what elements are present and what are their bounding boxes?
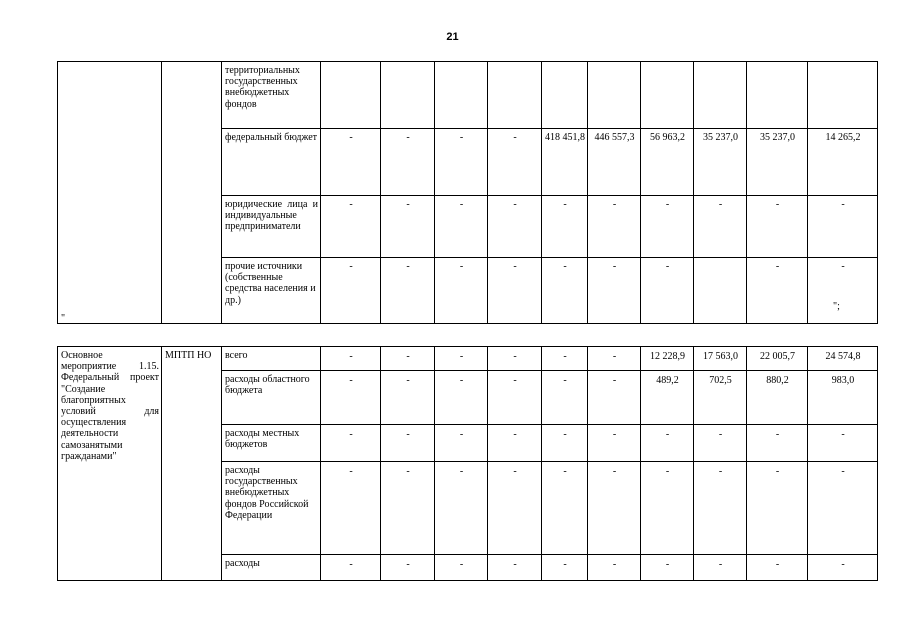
value-cell: - (488, 555, 542, 581)
value-cell: - (542, 371, 588, 425)
value-cell: 14 265,2 (808, 129, 878, 196)
value-cell (694, 62, 747, 129)
value-cell: - (641, 555, 694, 581)
value-cell: - (435, 258, 488, 324)
value-cell: 446 557,3 (588, 129, 641, 196)
value-cell: - (808, 196, 878, 258)
value-cell: - (321, 347, 381, 371)
value-cell: - (694, 555, 747, 581)
executor-cell-empty (162, 62, 222, 324)
funding-source-cell: расходы государственных внебюджетных фондов Российской Федерации (222, 462, 321, 555)
value-cell: - (641, 462, 694, 555)
value-cell: - (435, 196, 488, 258)
value-cell (808, 62, 878, 129)
value-cell: - (747, 196, 808, 258)
value-cell: 489,2 (641, 371, 694, 425)
funding-source-cell: юридические лица и индивидуальные предприниматели (222, 196, 321, 258)
value-cell: 24 574,8 (808, 347, 878, 371)
value-cell: - (588, 196, 641, 258)
value-cell: - (542, 555, 588, 581)
value-cell: - (641, 258, 694, 324)
value-cell (488, 62, 542, 129)
executor-cell: МПТП НО (162, 347, 222, 581)
value-cell: - (542, 425, 588, 462)
value-cell: - (747, 425, 808, 462)
value-cell: - (694, 425, 747, 462)
value-cell: - (435, 462, 488, 555)
value-cell: - (321, 258, 381, 324)
value-cell: - (542, 196, 588, 258)
value-cell: - (321, 371, 381, 425)
value-cell: - (542, 462, 588, 555)
value-cell: - (488, 196, 542, 258)
closing-quote: "; (833, 301, 840, 312)
value-cell: - (488, 347, 542, 371)
value-cell: - (588, 555, 641, 581)
value-cell: - (808, 425, 878, 462)
value-cell: - (588, 347, 641, 371)
value-cell: - (381, 129, 435, 196)
value-cell: - (747, 555, 808, 581)
value-cell: - (435, 347, 488, 371)
value-cell: 418 451,8 (542, 129, 588, 196)
value-cell (321, 62, 381, 129)
value-cell: - (694, 462, 747, 555)
funding-source-cell: расходы (222, 555, 321, 581)
value-cell: - (588, 462, 641, 555)
activity-1-15-table (57, 346, 878, 581)
value-cell: - (808, 555, 878, 581)
page-number: 21 (446, 31, 459, 43)
funding-source-cell: прочие источники (собственные средства населения и др.) (222, 258, 321, 324)
value-cell: 983,0 (808, 371, 878, 425)
value-cell: - (435, 555, 488, 581)
value-cell: - (321, 425, 381, 462)
value-cell: - (488, 462, 542, 555)
value-cell: - (488, 258, 542, 324)
value-cell: 17 563,0 (694, 347, 747, 371)
value-cell: - (641, 196, 694, 258)
value-cell (542, 62, 588, 129)
value-cell: - (588, 371, 641, 425)
funding-source-cell: расходы областного бюджета (222, 371, 321, 425)
value-cell: - (694, 196, 747, 258)
activity-cell-empty (58, 62, 162, 324)
value-cell: - (321, 555, 381, 581)
funding-source-cell: территориальных государственных внебюджетных фондов (222, 62, 321, 129)
funding-source-cell: федеральный бюджет (222, 129, 321, 196)
value-cell (588, 62, 641, 129)
funding-source-cell: расходы местных бюджетов (222, 425, 321, 462)
value-cell: - (588, 425, 641, 462)
value-cell: - (381, 196, 435, 258)
table-row (58, 62, 878, 129)
funding-source-cell: всего (222, 347, 321, 371)
value-cell: - (321, 129, 381, 196)
value-cell: - (381, 371, 435, 425)
value-cell: 702,5 (694, 371, 747, 425)
value-cell: - (321, 462, 381, 555)
value-cell: - (435, 425, 488, 462)
value-cell: - (435, 129, 488, 196)
value-cell: - (588, 258, 641, 324)
value-cell (381, 62, 435, 129)
activity-name-cell: Основное мероприятие 1.15. Федеральный проект "Создание благоприятных условий для осуществления деятельности самозанятыми гражданами" (58, 347, 162, 581)
value-cell (641, 62, 694, 129)
value-cell: - (808, 462, 878, 555)
value-cell: - (747, 462, 808, 555)
value-cell: - (641, 425, 694, 462)
value-cell: - (435, 371, 488, 425)
value-cell: 12 228,9 (641, 347, 694, 371)
value-cell: 880,2 (747, 371, 808, 425)
value-cell: - (321, 196, 381, 258)
value-cell: - (488, 129, 542, 196)
value-cell: 35 237,0 (694, 129, 747, 196)
value-cell (694, 258, 747, 324)
value-cell (435, 62, 488, 129)
value-cell: - (381, 425, 435, 462)
value-cell: 56 963,2 (641, 129, 694, 196)
value-cell (747, 62, 808, 129)
value-cell: - (381, 347, 435, 371)
table-row (58, 347, 878, 371)
value-cell: - (381, 555, 435, 581)
value-cell: 35 237,0 (747, 129, 808, 196)
value-cell: - (488, 371, 542, 425)
value-cell: - (488, 425, 542, 462)
value-cell: - (381, 258, 435, 324)
value-cell: - (542, 347, 588, 371)
value-cell: - (381, 462, 435, 555)
opening-quote: " (61, 313, 66, 324)
value-cell: - (542, 258, 588, 324)
financing-table-continued (57, 61, 878, 324)
value-cell: - (747, 258, 808, 324)
value-cell: - (808, 258, 878, 324)
value-cell: 22 005,7 (747, 347, 808, 371)
